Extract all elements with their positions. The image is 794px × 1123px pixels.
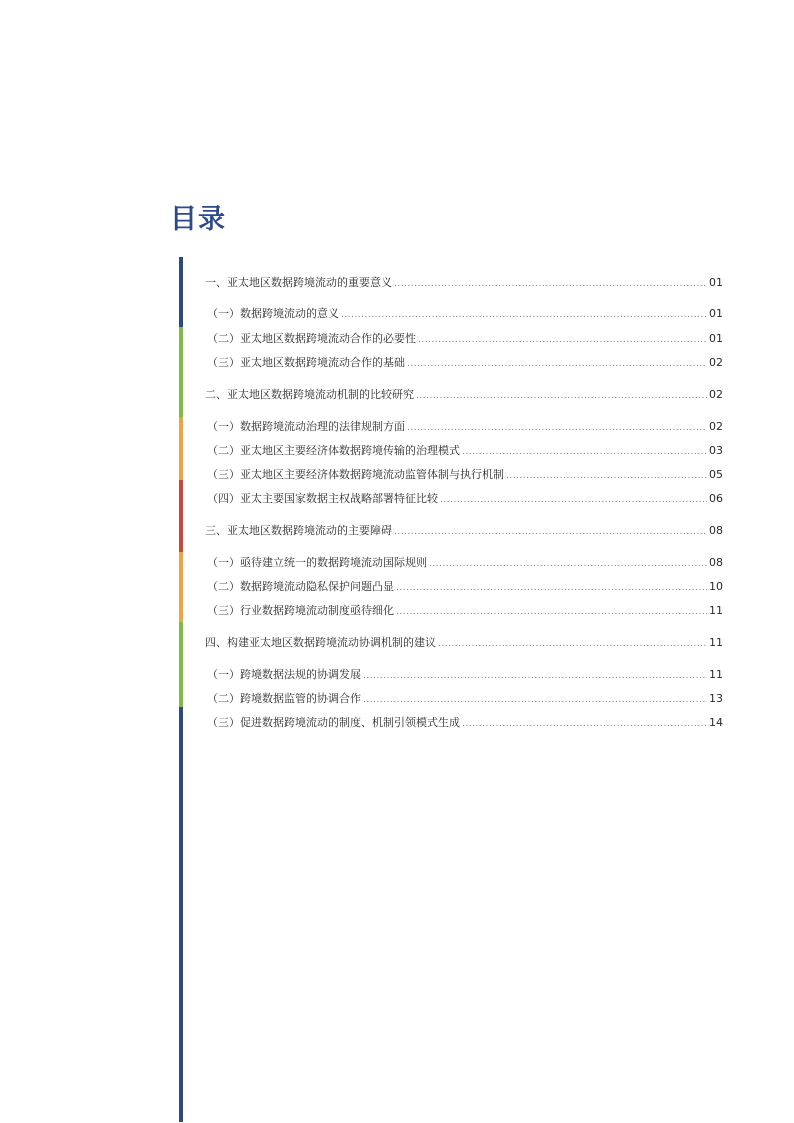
toc-subsection-3-1[interactable] [207,553,723,573]
toc-leader-dots [462,714,707,734]
toc-entry-text: 二、亚太地区数据跨境流动机制的比较研究 [205,388,414,401]
toc-section-4[interactable] [205,633,723,653]
toc-leader-dots [396,578,707,598]
toc-subsection-4-3[interactable] [207,713,723,733]
side-bar-segment-navy [179,257,183,327]
toc-page-number: 03 [709,444,723,457]
side-bar-segment-orange [179,552,183,622]
toc-subsection-3-2[interactable] [207,577,723,597]
toc-page-number: 08 [709,556,723,569]
side-bar-segment-green [179,622,183,707]
toc-leader-dots [407,418,707,438]
toc-entry-text: （三）亚太地区主要经济体数据跨境流动监管体制与执行机制 [207,468,504,481]
toc-entry-text: （二）亚太地区数据跨境流动合作的必要性 [207,332,416,345]
side-bar-segment-green [179,327,183,417]
toc-leader-dots [416,386,707,406]
toc-entry-text: （三）行业数据跨境流动制度亟待细化 [207,604,394,617]
toc-entry-text: （二）亚太地区主要经济体数据跨境传输的治理模式 [207,444,460,457]
toc-page-number: 08 [709,524,723,537]
toc-page-number: 14 [709,716,723,729]
toc-leader-dots [407,354,707,374]
side-bar-segment-navy [179,707,183,1122]
toc-leader-dots [363,666,707,686]
toc-leader-dots [506,466,707,486]
side-bar-segment-red [179,480,183,552]
toc-leader-dots [438,634,707,654]
toc-entry-text: （二）跨境数据监管的协调合作 [207,692,361,705]
toc-subsection-4-1[interactable] [207,665,723,685]
toc-page-number: 13 [709,692,723,705]
toc-leader-dots [418,330,707,350]
toc-leader-dots [429,554,707,574]
toc-entry-text: 四、构建亚太地区数据跨境流动协调机制的建议 [205,636,436,649]
toc-section-3[interactable] [205,521,723,541]
toc-entry-text: （一）数据跨境流动治理的法律规制方面 [207,420,405,433]
toc-page-number: 10 [709,580,723,593]
toc-leader-dots [396,602,707,622]
toc-subsection-1-3[interactable] [207,353,723,373]
side-color-bar [179,257,183,1122]
toc-entry-text: （一）数据跨境流动的意义 [207,307,339,320]
toc-entry-text: 三、亚太地区数据跨境流动的主要障碍 [205,524,392,537]
toc-page-number: 11 [709,636,723,649]
toc-entry-text: （二）数据跨境流动隐私保护问题凸显 [207,580,394,593]
toc-entry-text: （三）促进数据跨境流动的制度、机制引领模式生成 [207,716,460,729]
toc-page-number: 01 [709,307,723,320]
toc-entry-text: （一）亟待建立统一的数据跨境流动国际规则 [207,556,427,569]
toc-entry-text: （三）亚太地区数据跨境流动合作的基础 [207,356,405,369]
toc-subsection-2-1[interactable] [207,417,723,437]
toc-leader-dots [394,274,707,294]
toc-subsection-2-3[interactable] [207,465,723,485]
toc-subsection-1-2[interactable] [207,329,723,349]
toc-leader-dots [394,522,707,542]
toc-page-number: 05 [709,468,723,481]
toc-entry-text: 一、亚太地区数据跨境流动的重要意义 [205,276,392,289]
toc-page-number: 11 [709,668,723,681]
toc-page-number: 01 [709,276,723,289]
toc-leader-dots [341,305,707,325]
toc-subsection-4-2[interactable] [207,689,723,709]
toc-subsection-3-3[interactable] [207,601,723,621]
toc-page-number: 02 [709,356,723,369]
page-title: 目录 [170,204,226,235]
toc-entry-text: （四）亚太主要国家数据主权战略部署特征比较 [207,492,438,505]
toc-section-2[interactable] [205,385,723,405]
toc-subsection-2-4[interactable] [207,489,723,509]
toc-page-number: 02 [709,388,723,401]
toc-leader-dots [363,690,707,710]
toc-page-number: 11 [709,604,723,617]
toc-page-number: 01 [709,332,723,345]
toc-leader-dots [462,442,707,462]
toc-subsection-1-1[interactable] [207,304,723,324]
toc-page-number: 06 [709,492,723,505]
toc-entry-text: （一）跨境数据法规的协调发展 [207,668,361,681]
side-bar-segment-orange [179,417,183,480]
toc-subsection-2-2[interactable] [207,441,723,461]
toc-page-number: 02 [709,420,723,433]
toc-leader-dots [440,490,707,510]
toc-section-1[interactable] [205,273,723,293]
